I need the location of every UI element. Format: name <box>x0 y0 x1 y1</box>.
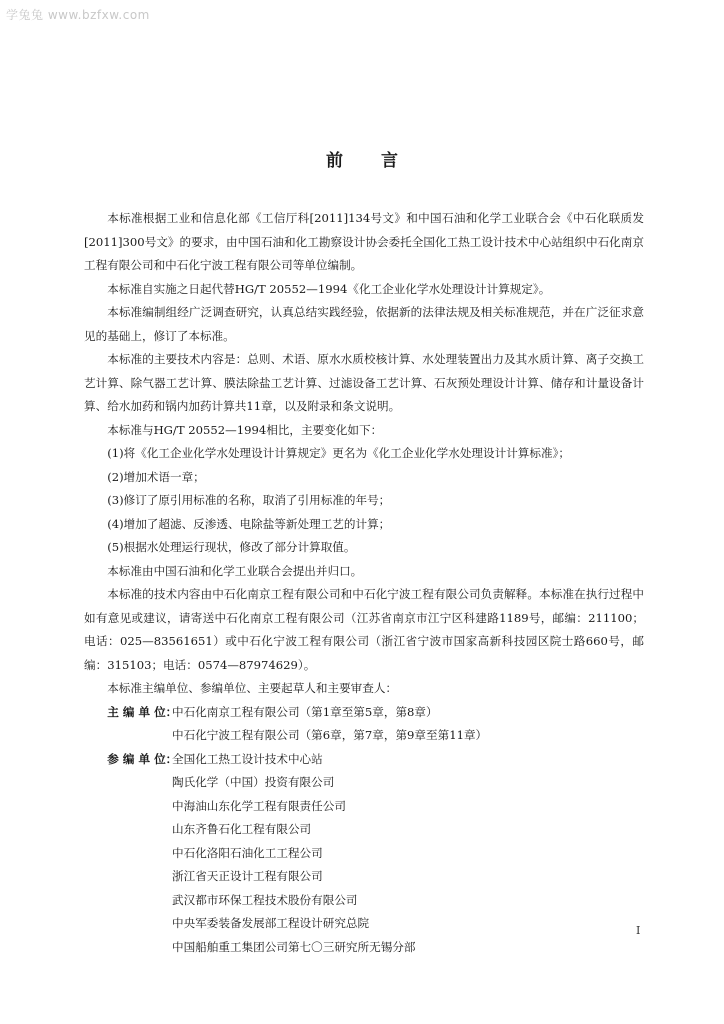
participant-unit: 山东齐鲁石化工程有限公司 <box>172 822 312 836</box>
participant-unit-row <box>84 889 644 913</box>
paragraph: 本标准的技术内容由中石化南京工程有限公司和中石化宁波工程有限公司负责解释。本标准在执行过程中如有意见或建议，请寄送中石化南京工程有限公司（江苏省南京市江宁区科建路1189号，邮编：211100；电话：025—83561651）或中石化宁波工程有限公司（浙江省宁波市国家高新科技园区院士路660号，邮编：315103；电话：0574—87974629）。 <box>84 587 644 672</box>
participant-unit-row <box>84 842 644 866</box>
paragraph: 本标准编制组经广泛调查研究，认真总结实践经验，依据新的法律法规及相关标准规范，并在广泛征求意见的基础上，修订了本标准。 <box>84 305 644 343</box>
participant-unit-label: 参 编 单 位： <box>107 751 178 766</box>
participant-unit-row <box>84 818 644 842</box>
participant-unit-row <box>84 912 644 936</box>
participant-unit-row <box>84 795 644 819</box>
preface-body <box>84 207 644 959</box>
participant-unit: 中石化洛阳石油化工工程公司 <box>172 845 323 860</box>
page-number: I <box>636 924 641 937</box>
page-title: 前言 <box>326 151 436 171</box>
change-item: (3)修订了原引用标准的名称，取消了引用标准的年号； <box>107 493 391 507</box>
participant-unit-row <box>84 748 644 772</box>
paragraph: 本标准的主要技术内容是：总则、术语、原水水质校核计算、水处理装置出力及其水质计算、离子交换工艺计算、除气器工艺计算、膜法除盐工艺计算、过滤设备工艺计算、石灰预处理设计计算、储存和计量设备计算、给水加药和锅内加药计算共11章，以及附录和条文说明。 <box>84 352 644 413</box>
change-item: (4)增加了超滤、反渗透、电除盐等新处理工艺的计算； <box>107 516 391 531</box>
participant-unit-row <box>84 865 644 889</box>
chief-unit-row <box>84 701 644 725</box>
change-item: (1)将《化工企业化学水处理设计计算规定》更名为《化工企业化学水处理设计计算标准》； <box>107 446 570 460</box>
change-item: (2)增加术语一章； <box>107 469 205 484</box>
paragraph: 本标准根据工业和信息化部《工信厅科[2011]134号文》和中国石油和化学工业联合会《中石化联质发[2011]300号文》的要求，由中国石油和化工勘察设计协会委托全国化工热工设计技术中心站组织中石化南京工程有限公司和中石化宁波工程有限公司等单位编制。 <box>84 211 644 272</box>
watermark: 学兔兔 www.bzfxw.com <box>6 8 150 22</box>
change-item: (5)根据水处理运行现状，修改了部分计算取值。 <box>107 540 356 554</box>
paragraph: 本标准与HG/T 20552—1994相比，主要变化如下： <box>107 422 383 437</box>
participant-unit: 中国船舶重工集团公司第七〇三研究所无锡分部 <box>172 939 416 954</box>
participant-unit: 陶氏化学（中国）投资有限公司 <box>172 775 335 789</box>
paragraph: 本标准主编单位、参编单位、主要起草人和主要审查人： <box>107 681 398 695</box>
chief-unit: 中石化宁波工程有限公司（第6章，第7章，第9章至第11章） <box>172 728 488 742</box>
participant-unit-row <box>84 771 644 795</box>
participant-unit: 武汉都市环保工程技术股份有限公司 <box>172 892 358 907</box>
participant-unit: 全国化工热工设计技术中心站 <box>172 751 323 766</box>
participant-unit: 中央军委装备发展部工程设计研究总院 <box>172 916 370 930</box>
participant-unit: 浙江省天正设计工程有限公司 <box>172 869 323 883</box>
chief-unit-label: 主 编 单 位： <box>107 704 178 719</box>
chief-unit-row <box>84 724 644 748</box>
paragraph: 本标准由中国石油和化学工业联合会提出并归口。 <box>107 563 363 578</box>
chief-unit: 中石化南京工程有限公司（第1章至第5章，第8章） <box>172 704 438 719</box>
participant-unit: 中海油山东化学工程有限责任公司 <box>172 798 346 813</box>
paragraph: 本标准自实施之日起代替HG/T 20552—1994《化工企业化学水处理设计计算规定》。 <box>107 281 551 296</box>
participant-unit-row <box>84 936 644 960</box>
